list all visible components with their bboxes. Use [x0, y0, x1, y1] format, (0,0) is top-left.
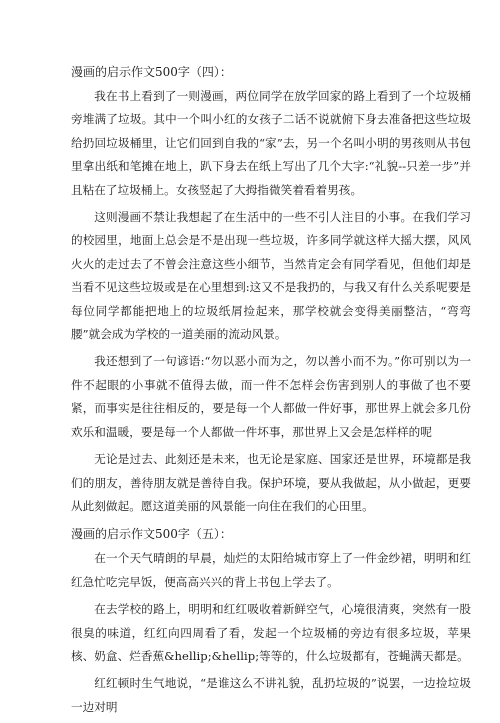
- section-4-title: 漫画的启示作文500字（四）：: [71, 65, 232, 79]
- section-5-paragraph-1: 在一个天气晴朗的早晨，灿烂的太阳给城市穿上了一件金纱裙，明明和红红急忙吃完早饭，便高高兴兴的背上书包上学去了。: [71, 551, 471, 589]
- article-body: [71, 60, 471, 723]
- section-5-paragraph-3: 红红顿时生气地说，“是谁这么不讲礼貌，乱扔垃圾的”说罢，一边捡垃圾一边对明: [71, 676, 471, 714]
- section-4-paragraph-3: 我还想到了一句谚语:“勿以恶小而为之，勿以善小而不为。”你可别以为一件不起眼的小事就不值得去做，而一件不怎样会伤害到别人的事做了也不要紧，而事实是往往相反的，要是每一个人都做一件好事，那世界上就会多几份欢乐和温暖，要是每一个人都做一件坏事，那世界上又会是怎样样的呢: [71, 354, 471, 439]
- section-4-paragraph-2: 这则漫画不禁让我想起了在生活中的一些不引人注目的小事。在我们学习的校园里，地面上总会是不是出现一些垃圾，许多同学就这样大摇大摆，风风火火的走过去了不曾会注意这些小细节，当然肯定会有同学看见，但他们却是当看不见这些垃圾或是在心里想到:这又不是我扔的，与我又有什么关系呢要是每位同学都能把地上的垃圾纸屑捡起来，那学校就会变得美丽整洁，“弯弯腰”就会成为学校的一道美丽的流动风景。: [71, 210, 471, 342]
- section-5-title: 漫画的启示作文500字（五）：: [71, 527, 232, 542]
- section-4-paragraph-1: 我在书上看到了一则漫画，两位同学在放学回家的路上看到了一个垃圾桶旁堆满了垃圾。其中一个叫小红的女孩子二话不说就俯下身去准备把这些垃圾给扔回垃圾桶里，让它们回到自我的“家”去，另一个名叫小明的男孩则从书包里拿出纸和笔摊在地上，趴下身去在纸上写出了几个大字:“礼貌--只差一步”并且粘在了垃圾桶上。女孩竖起了大拇指微笑着看着男孩。: [71, 89, 471, 197]
- section-5-paragraph-2: 在去学校的路上，明明和红红吸收着新鲜空气，心境很清爽，突然有一股很臭的味道，红红向四周看了看，发起一个垃圾桶的旁边有很多垃圾，苹果核、奶盒、烂香蕉&hellip;&hellip;等等的，什么垃圾都有，苍蝇满天都是。: [71, 602, 471, 663]
- section-4-paragraph-4: 无论是过去、此刻还是未来，也无论是家庭、国家还是世界，环境都是我们的朋友，善待朋友就是善待自我。保护环境，要从我做起，从小做起，更要从此刻做起。愿这道美丽的风景能一向住在我们的心田里。: [71, 452, 471, 513]
